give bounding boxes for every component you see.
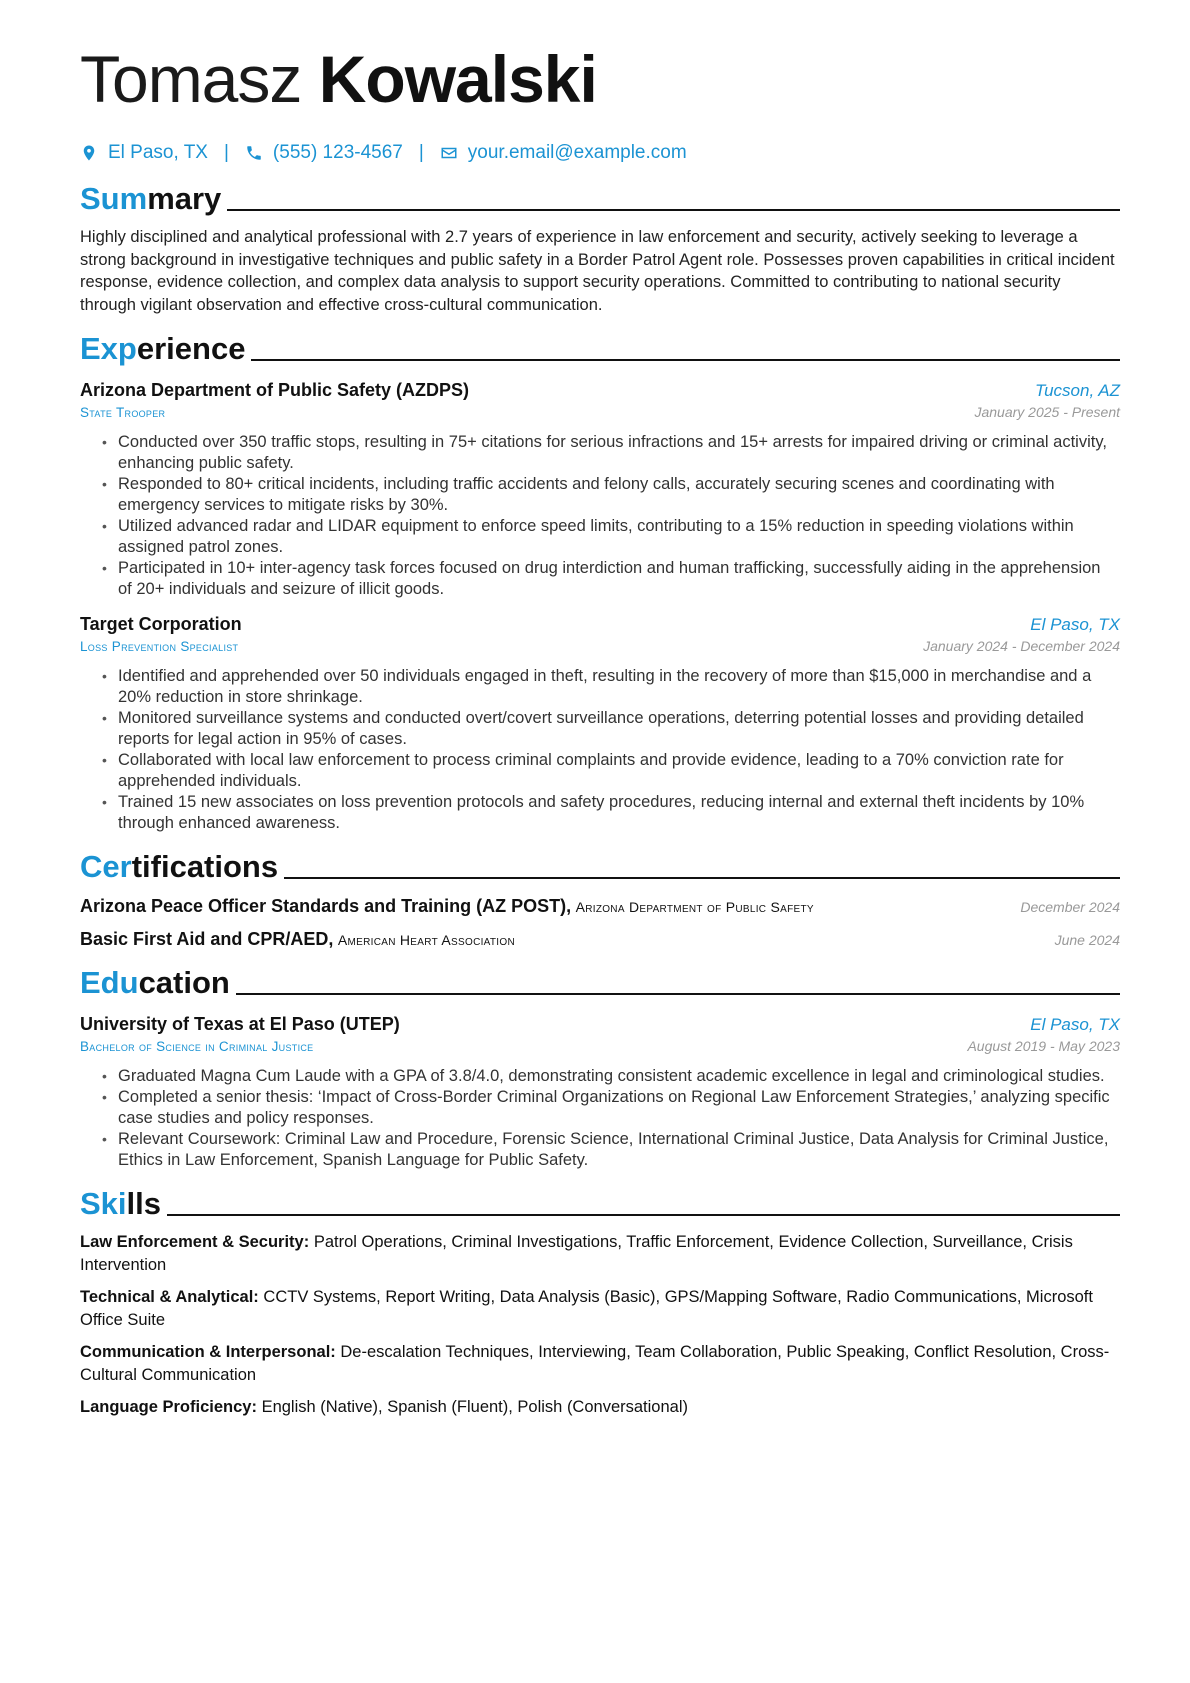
section-title-accent: Sum [80,181,148,216]
job-title: State Trooper [80,405,166,421]
resume-page [80,40,1120,1419]
section-title-accent: Ski [80,1186,127,1222]
section-rule [167,1214,1120,1216]
certification-title: Arizona Peace Officer Standards and Training (AZ POST) [80,896,567,917]
certification-date: June 2024 [1054,932,1120,949]
section-title [80,966,230,1000]
section-title-rest: mary [147,181,222,216]
skill-group [80,1231,1120,1276]
degree-title: Bachelor of Science in Criminal Justice [80,1039,314,1055]
section-title-rest: lls [126,1186,161,1222]
list-item: • Utilized advanced radar and LIDAR equipment to enforce speed limits, contributing to a 15% reduction in speeding violations within assigned patrol zones. [118,516,1120,558]
section-title [80,1187,161,1221]
skill-group-values: De-escalation Techniques, Interviewing, Team Collaboration, Public Speaking, Conflict Resolution, Cross-Cultural Communication [80,1343,1110,1384]
school-location: El Paso, TX [1030,1015,1120,1035]
experience-heading [80,330,1120,366]
certification-issuer: Arizona Department of Public Safety [575,899,814,916]
job-dates: January 2024 - December 2024 [923,638,1120,655]
list-item: • Conducted over 350 traffic stops, resulting in 75+ citations for serious infractions and 15+ arrests for impaired driving or criminal activity, enhancing public safety. [118,432,1120,474]
list-item: • Collaborated with local law enforcement to process criminal complaints and provide evidence, leading to a 70% conviction rate for apprehended individuals. [118,750,1120,792]
phone-icon [245,143,263,163]
list-item: • Responded to 80+ critical incidents, including traffic accidents and felony calls, accurately securing scenes and coordinating with emergency services to mitigate risks by 30%. [118,474,1120,516]
list-item: • Participated in 10+ inter-agency task forces focused on drug interdiction and human trafficking, successfully aiding in the apprehension of 20+ individuals and seizure of illicit goods. [118,558,1120,600]
section-title-rest: tifications [131,849,279,885]
education-details-list [80,1066,1120,1171]
employer-name: Arizona Department of Public Safety (AZDPS) [80,380,470,401]
last-name: Kowalski [318,42,597,116]
first-name: Tomasz [80,42,302,116]
section-title [80,850,278,884]
section-rule [227,209,1120,211]
section-rule [236,993,1120,995]
certification-title: Basic First Aid and CPR/AED [80,929,329,950]
map-pin-icon [80,143,98,163]
experience-entry [80,614,1120,834]
certification-item [80,929,1120,950]
certification-date: December 2024 [1020,899,1120,916]
skills-heading [80,1185,1120,1221]
section-title-accent: Edu [80,965,139,1001]
section-title-rest: erience [136,331,246,367]
skill-group-label: Language Proficiency: [80,1398,257,1417]
section-title [80,332,245,366]
list-item: • Monitored surveillance systems and conducted overt/covert surveillance operations, deterring potential losses and providing detailed reports for legal action in 95% of cases. [118,708,1120,750]
certifications-heading [80,848,1120,884]
achievement-list [80,432,1120,600]
section-title-accent: Exp [80,331,137,367]
skill-group-values: English (Native), Spanish (Fluent), Polish (Conversational) [261,1398,688,1417]
contact-phone [245,142,403,164]
list-item: • Completed a senior thesis: ‘Impact of Cross-Border Criminal Organizations on Regional Law Enforcement Strategies,’ analyzing specific case studies and policy responses. [118,1087,1120,1129]
experience-entry [80,380,1120,600]
certification-comma: , [566,896,572,917]
certification-issuer: American Heart Association [337,932,515,949]
phone-text: (555) 123-4567 [272,142,403,163]
contact-email[interactable] [440,142,687,164]
location-text: El Paso, TX [108,142,208,163]
skill-group-label: Law Enforcement & Security: [80,1233,310,1252]
email-link[interactable]: your.email@example.com [467,142,687,163]
section-title-accent: Cer [80,849,132,885]
contact-bar [80,140,1120,166]
employer-name: Target Corporation [80,614,242,635]
skill-group-values: Patrol Operations, Criminal Investigations, Traffic Enforcement, Evidence Collection, Surveillance, Crisis Intervention [80,1233,1073,1274]
school-name: University of Texas at El Paso (UTEP) [80,1014,400,1035]
envelope-icon [440,143,458,163]
employer-location: Tucson, AZ [1034,381,1120,401]
education-entry [80,1014,1120,1171]
skill-group-values: CCTV Systems, Report Writing, Data Analysis (Basic), GPS/Mapping Software, Radio Communications, Microsoft Office Suite [80,1288,1093,1329]
list-item: • Identified and apprehended over 50 individuals engaged in theft, resulting in the recovery of more than $15,000 in merchandise and a 20% reduction in store shrinkage. [118,666,1120,708]
skill-group [80,1396,1120,1419]
contact-separator: | [418,142,424,163]
section-title [80,182,221,216]
list-item: • Trained 15 new associates on loss prevention protocols and safety procedures, reducing internal and external theft incidents by 10% through enhanced awareness. [118,792,1120,834]
skill-group [80,1341,1120,1386]
certification-comma: , [328,929,334,950]
summary-text: Highly disciplined and analytical professional with 2.7 years of experience in law enforcement and security, actively seeking to leverage a strong background in investigative techniques and public safety in a Border Patrol Agent role. Possesses proven capabilities in critical incident response, evidence collection, and complex data analysis to support security operations. Committed to contributing to national security through vigilant observation and effective cross-cultural communication. [80,228,1115,314]
achievement-list [80,666,1120,834]
job-dates: January 2025 - Present [974,404,1120,421]
education-heading [80,964,1120,1000]
contact-separator: | [223,142,229,163]
list-item: • Relevant Coursework: Criminal Law and Procedure, Forensic Science, International Criminal Justice, Data Analysis for Criminal Justice, Ethics in Law Enforcement, Spanish Language for Public Safety. [118,1129,1120,1171]
candidate-name [80,40,1120,118]
certification-item [80,896,1120,917]
skill-group [80,1286,1120,1331]
employer-location: El Paso, TX [1030,615,1120,635]
section-title-rest: cation [138,965,230,1001]
job-title: Loss Prevention Specialist [80,639,239,655]
skill-group-label: Communication & Interpersonal: [80,1343,336,1362]
section-rule [284,877,1120,879]
education-dates: August 2019 - May 2023 [967,1038,1120,1055]
skill-group-label: Technical & Analytical: [80,1288,259,1307]
list-item: • Graduated Magna Cum Laude with a GPA of 3.8/4.0, demonstrating consistent academic excellence in legal and criminological studies. [118,1066,1120,1087]
summary-heading [80,180,1120,216]
section-rule [251,359,1120,361]
contact-location [80,142,208,164]
